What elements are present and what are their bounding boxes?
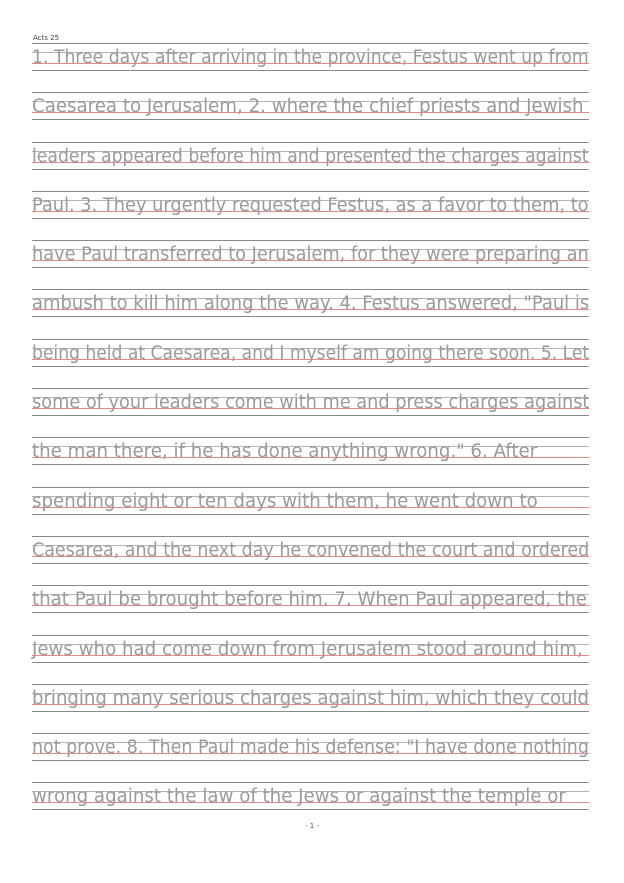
trace-text-line: Paul. 3. They urgently requested Festus, as a favor to them, to <box>32 194 589 216</box>
handwriting-lines <box>32 43 589 832</box>
writing-row <box>32 585 589 634</box>
writing-row <box>32 289 589 338</box>
writing-row <box>32 191 589 240</box>
trace-text-line: Jews who had come down from Jerusalem stood around him, <box>32 638 583 660</box>
trace-text-line: not prove. 8. Then Paul made his defense: "I have done nothing <box>32 737 589 759</box>
writing-row <box>32 142 589 191</box>
writing-row <box>32 487 589 536</box>
writing-row <box>32 733 589 782</box>
page-header-title: Acts 25 <box>33 34 60 42</box>
trace-text-line: have Paul transferred to Jerusalem, for they were preparing an <box>32 244 589 266</box>
writing-row <box>32 437 589 486</box>
trace-text-line: the man there, if he has done anything wrong." 6. After <box>32 441 538 463</box>
trace-text-line: Caesarea to Jerusalem, 2. where the chief priests and Jewish <box>32 96 584 118</box>
trace-text-line: Caesarea, and the next day he convened the court and ordered <box>32 539 590 561</box>
writing-row <box>32 388 589 437</box>
trace-text-line: 1. Three days after arriving in the province, Festus went up from <box>32 47 589 68</box>
trace-text-line: some of your leaders come with me and press charges against <box>32 392 590 414</box>
writing-row <box>32 92 589 141</box>
writing-row <box>32 536 589 585</box>
writing-row <box>32 240 589 289</box>
writing-row <box>32 635 589 684</box>
trace-text-line: ambush to kill him along the way. 4. Festus answered, "Paul is <box>32 293 590 315</box>
trace-text-line: bringing many serious charges against him, which they could <box>32 687 589 709</box>
trace-text-line: that Paul be brought before him. 7. When Paul appeared, the <box>32 589 587 611</box>
trace-text-line: spending eight or ten days with them, he went down to <box>32 490 538 512</box>
writing-row <box>32 339 589 388</box>
trace-text-line: leaders appeared before him and presented the charges against <box>32 145 589 167</box>
writing-row <box>32 43 589 92</box>
trace-text-line: wrong against the law of the Jews or against the temple or <box>32 786 566 808</box>
trace-text-line: being held at Caesarea, and I myself am going there soon. 5. Let <box>32 342 590 364</box>
writing-row <box>32 684 589 733</box>
page-number: - 1 - <box>305 822 319 830</box>
